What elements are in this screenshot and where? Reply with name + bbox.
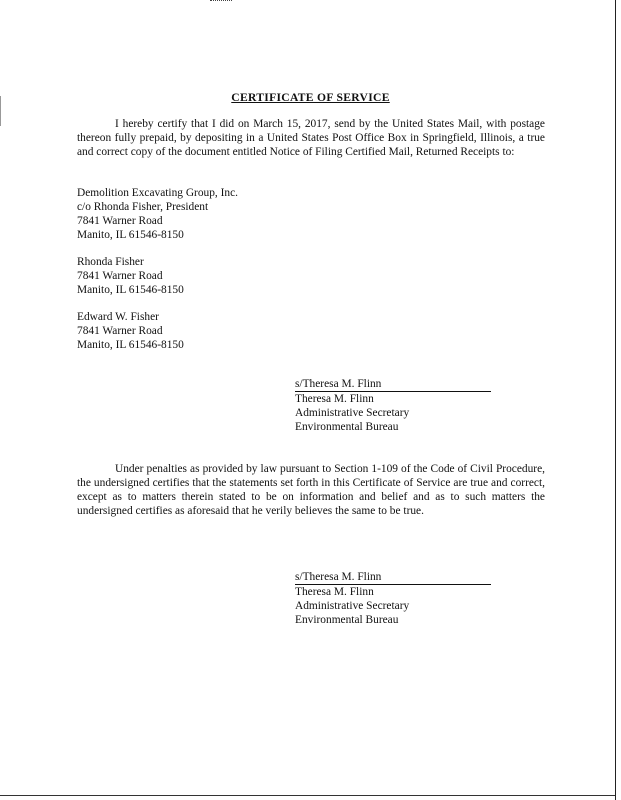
signer-title: Administrative Secretary [295, 600, 410, 612]
signature-block-1 [295, 378, 495, 434]
document-title: CERTIFICATE OF SERVICE [231, 91, 390, 104]
signer-name: Theresa M. Flinn [295, 586, 374, 598]
address-block-rhonda-fisher [77, 255, 184, 297]
certification-paragraph: I hereby certify that I did on March 15, 2017, send by the United States Mail, with postage thereon fully prepaid, by depositing in a United States Post Office Box in Springfield, Illinois, a true and correct copy of the document entitled Notice of Filing Certified Mail, Returned Receipts to: [77, 118, 545, 158]
address-line: Rhonda Fisher [77, 256, 144, 268]
signature-line: s/Theresa M. Flinn [295, 571, 491, 585]
address-line: 7841 Warner Road [77, 270, 163, 282]
address-block-demolition [77, 186, 238, 242]
address-line: Edward W. Fisher [77, 311, 159, 323]
scan-border-bottom [0, 795, 615, 796]
signature-line: s/Theresa M. Flinn [295, 378, 491, 392]
address-line: 7841 Warner Road [77, 215, 163, 227]
signer-title: Administrative Secretary [295, 407, 410, 419]
address-line: 7841 Warner Road [77, 325, 163, 337]
signer-department: Environmental Bureau [295, 421, 399, 433]
address-line: c/o Rhonda Fisher, President [77, 201, 209, 213]
signature-block-2 [295, 571, 495, 627]
address-line: Demolition Excavating Group, Inc. [77, 187, 239, 199]
signer-department: Environmental Bureau [295, 614, 399, 626]
address-block-edward-fisher [77, 310, 184, 352]
address-line: Manito, IL 61546-8150 [77, 284, 184, 296]
penalties-paragraph: Under penalties as provided by law pursuant to Section 1-109 of the Code of Civil Procedure, the undersigned certifies that the statements set forth in this Certificate of Service are true and correct, except as to matters therein stated to be on information and belief and as to such matters the undersigned certifies as aforesaid that he verily believes the same to be true. [77, 463, 545, 517]
address-line: Manito, IL 61546-8150 [77, 339, 184, 351]
address-line: Manito, IL 61546-8150 [77, 229, 184, 241]
scan-border-right [615, 0, 616, 800]
signer-name: Theresa M. Flinn [295, 393, 374, 405]
scan-mark-top [210, 0, 232, 2]
